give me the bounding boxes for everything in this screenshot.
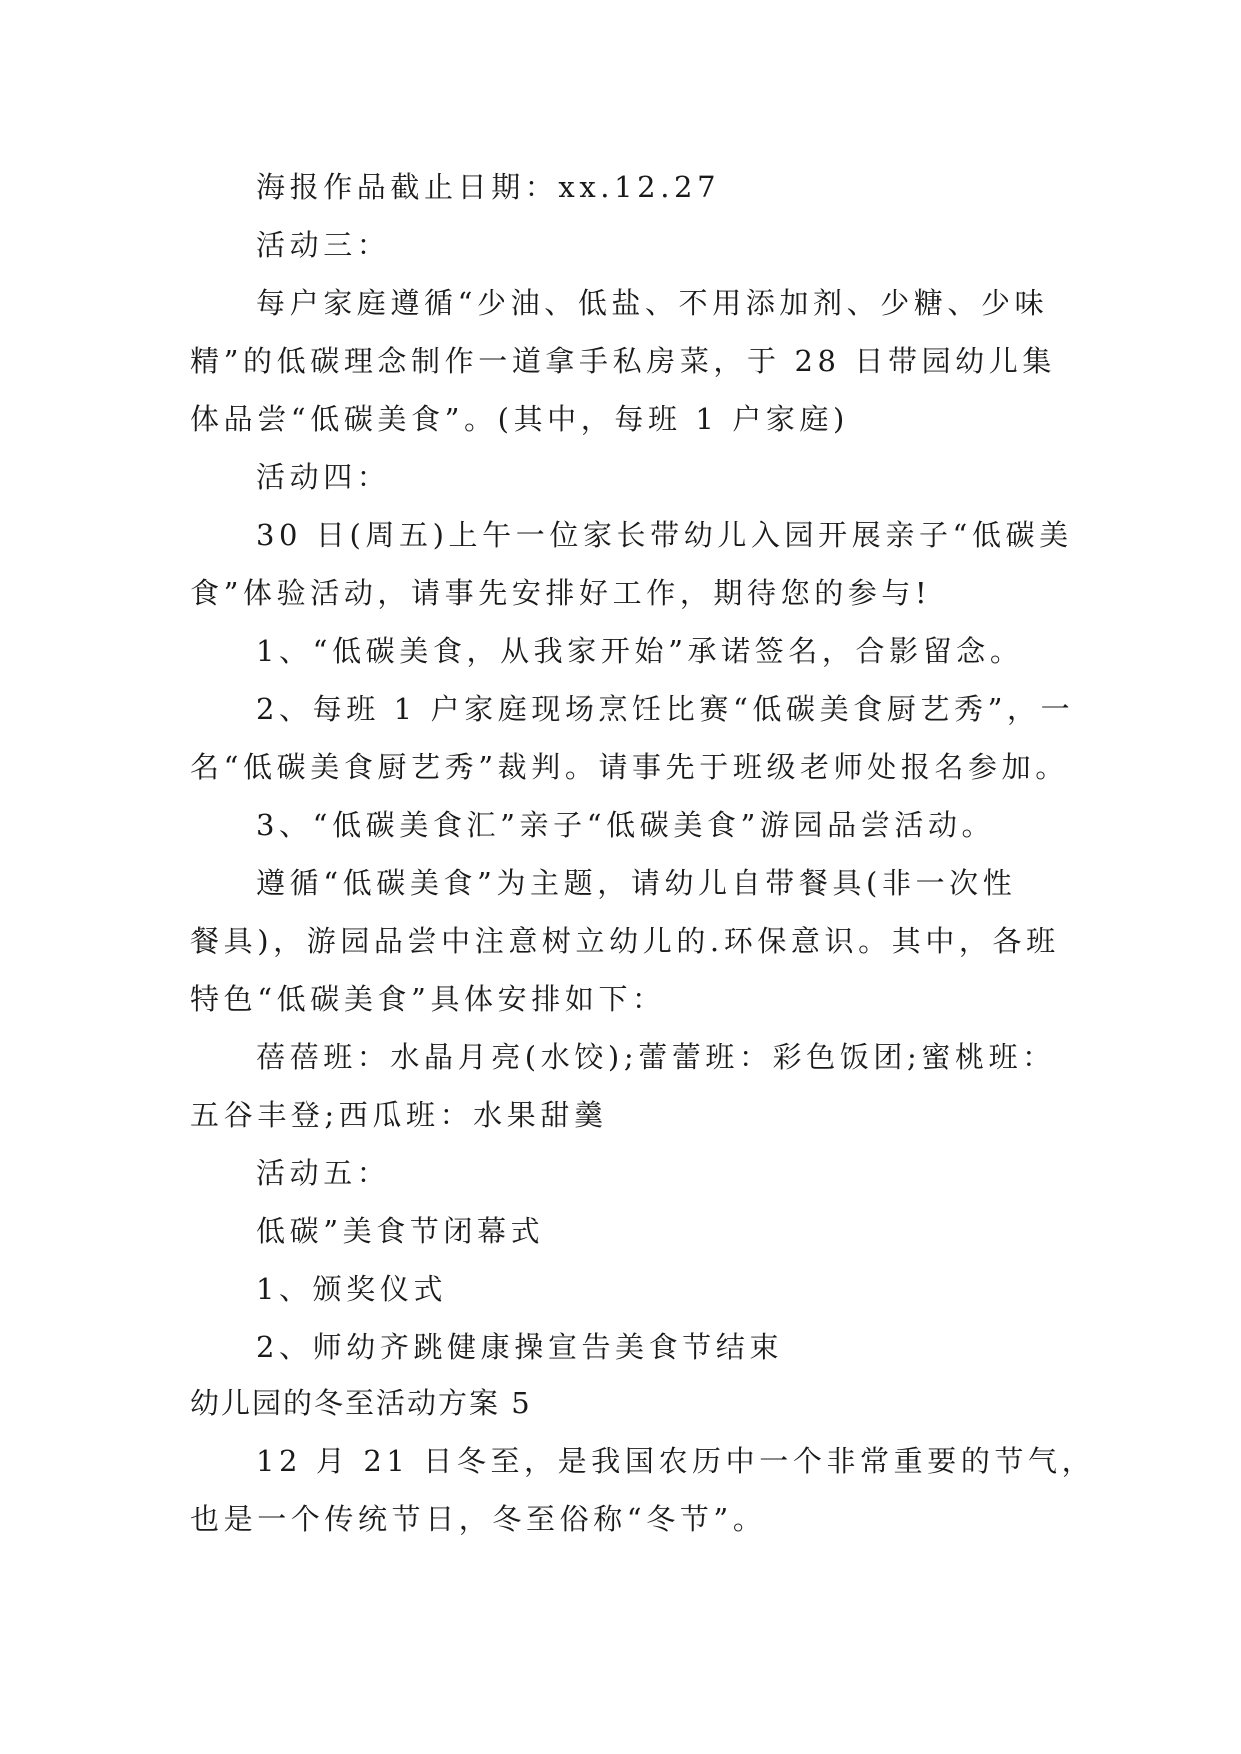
paragraph-line: 蓓蓓班：水晶月亮(水饺);蕾蕾班：彩色饭团;蜜桃班： — [256, 1040, 1056, 1074]
list-item: 1、颁奖仪式 — [256, 1272, 448, 1306]
paragraph-line: 低碳”美食节闭幕式 — [256, 1214, 545, 1248]
paragraph-line: 遵循“低碳美食”为主题，请幼儿自带餐具(非一次性 — [256, 866, 1017, 900]
section-heading: 幼儿园的冬至活动方案 5 — [190, 1386, 532, 1420]
activity-five-heading: 活动五： — [256, 1156, 391, 1190]
paragraph-line: 30 日(周五)上午一位家长带幼儿入园开展亲子“低碳美 — [256, 518, 1073, 552]
paragraph-line: 名“低碳美食厨艺秀”裁判。请事先于班级老师处报名参加。 — [190, 750, 1069, 784]
paragraph-line: 精”的低碳理念制作一道拿手私房菜，于 28 日带园幼儿集 — [190, 344, 1056, 378]
list-item: 2、师幼齐跳健康操宣告美食节结束 — [256, 1330, 784, 1364]
paragraph-line: 12 月 21 日冬至，是我国农历中一个非常重要的节气， — [256, 1444, 1096, 1478]
paragraph-line: 五谷丰登;西瓜班：水果甜羹 — [190, 1098, 608, 1132]
activity-three-heading: 活动三： — [256, 228, 391, 262]
list-item: 3、“低碳美食汇”亲子“低碳美食”游园品尝活动。 — [256, 808, 996, 842]
paragraph-line: 餐具)，游园品尝中注意树立幼儿的.环保意识。其中，各班 — [190, 924, 1060, 958]
list-item: 2、每班 1 户家庭现场烹饪比赛“低碳美食厨艺秀”，一 — [256, 692, 1075, 726]
paragraph-line: 食”体验活动，请事先安排好工作，期待您的参与! — [190, 576, 932, 610]
paragraph-line: 特色“低碳美食”具体安排如下： — [190, 982, 666, 1016]
paragraph-line: 也是一个传统节日，冬至俗称“冬节”。 — [190, 1502, 767, 1536]
paragraph-line: 体品尝“低碳美食”。(其中，每班 1 户家庭) — [190, 402, 849, 436]
deadline-line: 海报作品截止日期：xx.12.27 — [256, 170, 721, 204]
list-item: 1、“低碳美食，从我家开始”承诺签名，合影留念。 — [256, 634, 1024, 668]
activity-four-heading: 活动四： — [256, 460, 391, 494]
paragraph-line: 每户家庭遵循“少油、低盐、不用添加剂、少糖、少味 — [256, 286, 1049, 320]
